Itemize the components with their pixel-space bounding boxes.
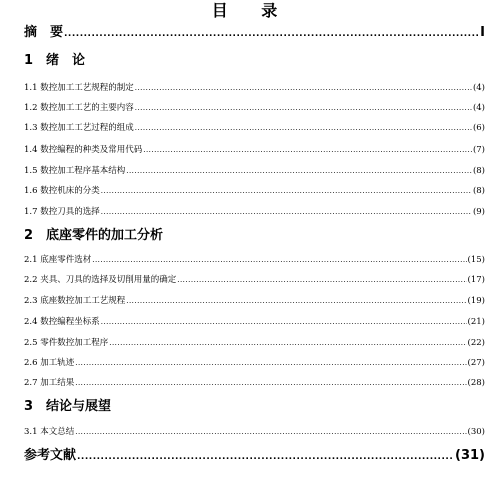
toc-entry[interactable] bbox=[24, 165, 485, 177]
section-label: 2.1 底座零件选材 bbox=[24, 255, 92, 265]
chapter-title: 底座零件的加工分析 bbox=[46, 228, 164, 243]
toc-entry[interactable] bbox=[24, 337, 485, 349]
section-label: 1.3 数控加工工艺过程的组成 bbox=[24, 123, 134, 133]
section-label: 3.1 本文总结 bbox=[24, 427, 75, 437]
section-label: 1.6 数控机床的分类 bbox=[24, 186, 100, 196]
dot-leader bbox=[109, 337, 466, 349]
chapter-title: 绪 论 bbox=[46, 53, 86, 68]
toc-entry[interactable] bbox=[24, 254, 485, 266]
toc-entry-references[interactable] bbox=[24, 447, 485, 466]
abstract-page: I bbox=[480, 25, 485, 40]
dot-leader bbox=[101, 316, 467, 328]
section-page: (15) bbox=[467, 255, 485, 265]
toc-entry[interactable] bbox=[24, 122, 485, 134]
section-label: 2.3 底座数控加工工艺规程 bbox=[24, 296, 126, 306]
section-page: (28) bbox=[467, 378, 485, 388]
toc-title: 目 录 bbox=[211, 1, 292, 20]
section-page: (6) bbox=[472, 123, 485, 133]
abstract-label: 摘 要 bbox=[24, 25, 64, 40]
dot-leader bbox=[143, 144, 472, 156]
chapter-title: 结论与展望 bbox=[46, 399, 112, 414]
section-page: (19) bbox=[467, 296, 485, 306]
section-page: (21) bbox=[467, 317, 485, 327]
dot-leader bbox=[64, 24, 479, 43]
dot-leader bbox=[75, 377, 466, 389]
dot-leader bbox=[101, 206, 472, 218]
section-page: (8) bbox=[472, 186, 485, 196]
references-label: 参考文献 bbox=[24, 448, 77, 463]
toc-entry[interactable] bbox=[24, 295, 485, 307]
section-page: (30) bbox=[467, 427, 485, 437]
section-page: (4) bbox=[472, 83, 485, 93]
dot-leader bbox=[92, 254, 466, 266]
dot-leader bbox=[135, 122, 472, 134]
section-page: (8) bbox=[472, 166, 485, 176]
section-label: 2.5 零件数控加工程序 bbox=[24, 338, 109, 348]
section-page: (7) bbox=[472, 145, 485, 155]
toc-entry[interactable] bbox=[24, 206, 485, 218]
chapter-number: 3 bbox=[24, 399, 34, 414]
section-label: 2.6 加工轨迹 bbox=[24, 358, 75, 368]
toc-entry[interactable] bbox=[24, 316, 485, 328]
chapter-heading-2[interactable] bbox=[24, 227, 485, 245]
dot-leader bbox=[75, 357, 466, 369]
toc-entry[interactable] bbox=[24, 144, 485, 156]
section-label: 1.1 数控加工工艺规程的制定 bbox=[24, 83, 134, 93]
toc-entry[interactable] bbox=[24, 377, 485, 389]
section-label: 2.7 加工结果 bbox=[24, 378, 75, 388]
section-label: 1.7 数控刀具的选择 bbox=[24, 207, 100, 217]
toc-entry[interactable] bbox=[24, 426, 485, 438]
chapter-heading-3[interactable] bbox=[24, 398, 485, 416]
dot-leader bbox=[126, 165, 472, 177]
dot-leader bbox=[177, 274, 466, 286]
dot-leader bbox=[75, 426, 466, 438]
toc-entry[interactable] bbox=[24, 102, 485, 114]
toc-entry-abstract[interactable] bbox=[24, 24, 485, 43]
toc-entry[interactable] bbox=[24, 185, 485, 197]
section-label: 1.5 数控加工程序基本结构 bbox=[24, 166, 126, 176]
chapter-heading-1[interactable] bbox=[24, 52, 485, 70]
section-page: (17) bbox=[467, 275, 485, 285]
section-page: (27) bbox=[467, 358, 485, 368]
section-label: 2.4 数控编程坐标系 bbox=[24, 317, 100, 327]
section-page: (4) bbox=[472, 103, 485, 113]
toc-entry[interactable] bbox=[24, 357, 485, 369]
chapter-number: 2 bbox=[24, 228, 34, 243]
toc-entry[interactable] bbox=[24, 274, 485, 286]
toc-entry[interactable] bbox=[24, 82, 485, 94]
dot-leader bbox=[135, 102, 472, 114]
dot-leader bbox=[126, 295, 466, 307]
references-page: (31) bbox=[455, 448, 485, 463]
chapter-number: 1 bbox=[24, 53, 34, 68]
section-label: 1.2 数控加工工艺的主要内容 bbox=[24, 103, 134, 113]
section-label: 1.4 数控编程的种类及常用代码 bbox=[24, 145, 143, 155]
dot-leader bbox=[135, 82, 472, 94]
section-label: 2.2 夹具、刀具的选择及切削用量的确定 bbox=[24, 275, 177, 285]
section-page: (22) bbox=[467, 338, 485, 348]
dot-leader bbox=[77, 447, 454, 466]
dot-leader bbox=[101, 185, 472, 197]
section-page: (9) bbox=[472, 207, 485, 217]
